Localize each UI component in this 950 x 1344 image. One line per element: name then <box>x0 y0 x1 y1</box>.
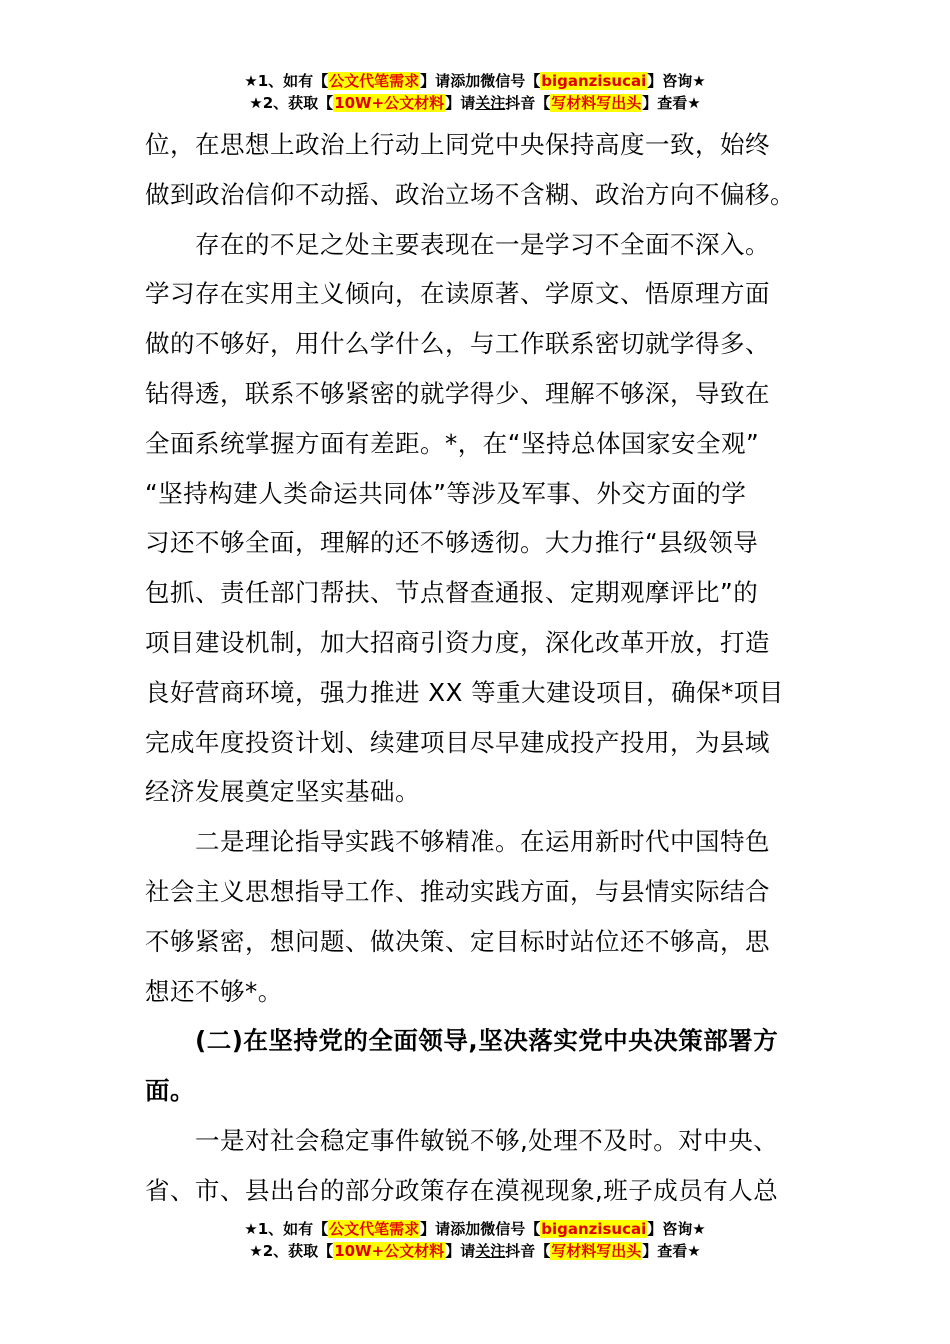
banner-line-2 <box>0 92 950 114</box>
banner-highlight: 公文代笔需求 <box>329 1220 420 1238</box>
banner-text: 】请 <box>445 1242 476 1260</box>
paragraph-line: 想还不够*。 <box>145 976 283 1006</box>
banner-highlight: biganzisucai <box>541 1220 647 1238</box>
banner-text: 抖音【 <box>505 94 551 112</box>
section-heading-line: (二)在坚持党的全面领导,坚决落实党中央决策部署方 <box>195 1026 779 1056</box>
banner-line-1 <box>0 1218 950 1240</box>
paragraph-line: 一是对社会稳定事件敏锐不够,处理不及时。对中央、 <box>195 1125 779 1155</box>
banner-emphasis: 添加 <box>450 1220 481 1238</box>
banner-line-1 <box>0 70 950 92</box>
banner-text: ★1、如有【 <box>244 1220 329 1238</box>
paragraph-line: 全面系统掌握方面有差距。*，在“坚持总体国家安全观” <box>145 428 760 458</box>
banner-text: 】请 <box>445 94 476 112</box>
paragraph-line: 学习存在实用主义倾向，在读原著、学原文、悟原理方面 <box>145 279 770 309</box>
paragraph-line: 位，在思想上政治上行动上同党中央保持高度一致，始终 <box>145 130 770 159</box>
paragraph-line: 社会主义思想指导工作、推动实践方面，与县情实际结合 <box>145 876 770 906</box>
banner-highlight: 写材料写出头 <box>551 1242 642 1260</box>
paragraph-line: “坚持构建人类命运共同体”等涉及军事、外交方面的学 <box>145 478 747 508</box>
banner-text: ★2、获取【 <box>249 94 334 112</box>
banner-text: 】请 <box>420 1220 451 1238</box>
section-heading-line: 面。 <box>145 1076 195 1106</box>
banner-highlight: 公文代笔需求 <box>329 72 420 90</box>
paragraph-line: 钻得透，联系不够紧密的就学得少、理解不够深，导致在 <box>145 378 770 408</box>
banner-highlight: 写材料写出头 <box>551 94 642 112</box>
banner-highlight: 10W+公文材料 <box>334 1242 445 1260</box>
document-body <box>145 120 810 1216</box>
banner-text: 微信号【 <box>480 1220 541 1238</box>
header-banner <box>0 70 950 114</box>
paragraph-line: 做的不够好，用什么学什么，与工作联系密切就学得多、 <box>145 329 770 359</box>
paragraph-line: 不够紧密，想问题、做决策、定目标时站位还不够高，思 <box>145 926 770 956</box>
banner-text: 】咨询★ <box>647 1220 706 1238</box>
banner-line-2 <box>0 1240 950 1262</box>
paragraph-line: 经济发展奠定坚实基础。 <box>145 777 420 807</box>
paragraph-line: 项目建设机制，加大招商引资力度，深化改革开放，打造 <box>145 627 770 657</box>
paragraph-line: 良好营商环境，强力推进 XX 等重大建设项目，确保*项目 <box>145 677 784 707</box>
banner-text: 微信号【 <box>480 72 541 90</box>
paragraph-line: 完成年度投资计划、续建项目尽早建成投产投用，为县域 <box>145 727 770 757</box>
paragraph-line: 二是理论指导实践不够精准。在运用新时代中国特色 <box>195 827 770 857</box>
banner-highlight: 10W+公文材料 <box>334 94 445 112</box>
paragraph-line: 包抓、责任部门帮扶、节点督查通报、定期观摩评比”的 <box>145 578 759 608</box>
banner-highlight: biganzisucai <box>541 72 647 90</box>
paragraph-line: 存在的不足之处主要表现在一是学习不全面不深入。 <box>195 229 770 259</box>
banner-text: ★2、获取【 <box>249 1242 334 1260</box>
banner-emphasis: 添加 <box>450 72 481 90</box>
banner-emphasis: 关注 <box>475 1242 506 1260</box>
banner-emphasis: 关注 <box>475 94 506 112</box>
banner-text: 抖音【 <box>505 1242 551 1260</box>
banner-text: ★1、如有【 <box>244 72 329 90</box>
paragraph-line: 省、市、县出台的部分政策存在漠视现象,班子成员有人总 <box>145 1175 779 1205</box>
banner-text: 】查看★ <box>642 94 701 112</box>
banner-text: 】查看★ <box>642 1242 701 1260</box>
paragraph-line: 习还不够全面，理解的还不够透彻。大力推行“县级领导 <box>145 528 759 558</box>
banner-text: 】请 <box>420 72 451 90</box>
banner-text: 】咨询★ <box>647 72 706 90</box>
footer-banner <box>0 1218 950 1262</box>
paragraph-line: 做到政治信仰不动摇、政治立场不含糊、政治方向不偏移。 <box>145 179 795 209</box>
